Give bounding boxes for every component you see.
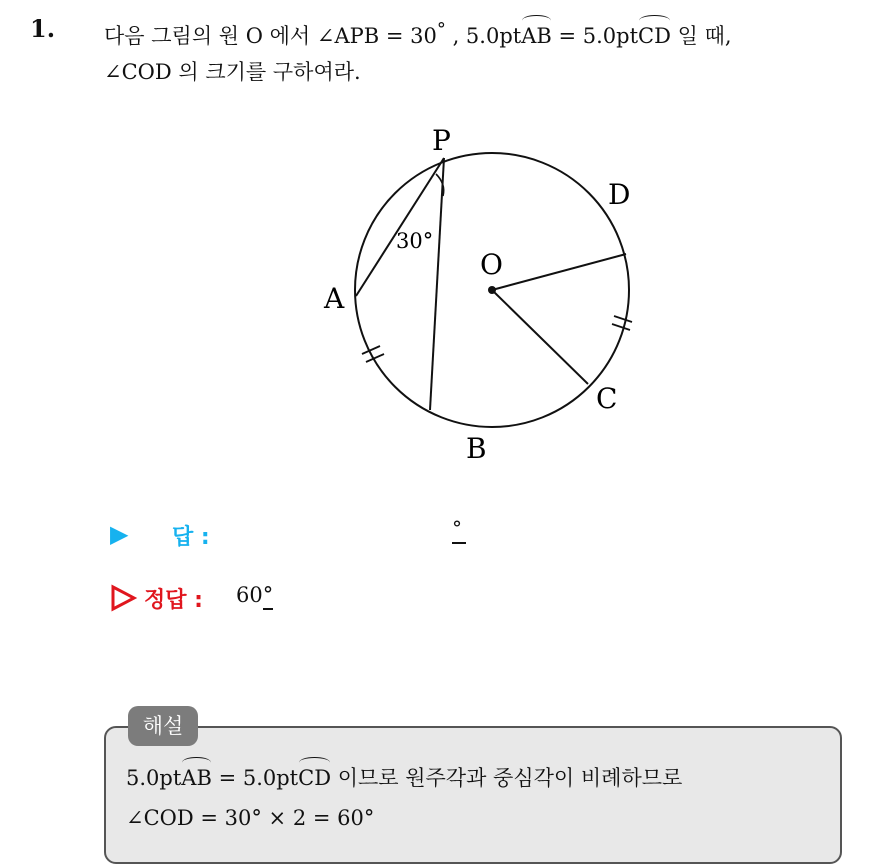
- radius-oc: [492, 290, 588, 384]
- solution-box: [104, 726, 842, 864]
- solution-text-part: 이므로 원주각과 중심각이 비례하므로: [331, 766, 683, 790]
- arc-cd: CD: [638, 24, 671, 48]
- question-text-part: 다음 그림의 원 O 에서: [104, 24, 317, 48]
- correct-answer-value: [236, 583, 273, 607]
- tick-mark-cd-1: [614, 316, 632, 322]
- chord-pb: [430, 158, 444, 410]
- correct-value-number: 60: [236, 583, 263, 607]
- question-text-part: 일 때,: [670, 24, 732, 48]
- solution-arc-ab: AB: [181, 766, 212, 790]
- chord-pa: [356, 158, 444, 296]
- solution-tag: 해설: [128, 706, 198, 746]
- arc-ab: AB: [521, 24, 552, 48]
- question-text-part: , 5.0pt: [445, 24, 522, 48]
- question-text-line-2: ∠COD 의 크기를 구하여라.: [104, 60, 361, 84]
- angle-apb: ∠APB = 30: [316, 24, 437, 48]
- correct-play-outline-icon: [110, 584, 138, 612]
- label-o: O: [480, 248, 503, 281]
- answer-play-icon: ▶: [110, 520, 129, 548]
- label-angle-30: 30°: [396, 229, 434, 253]
- answer-unit: °: [452, 516, 462, 540]
- label-p: P: [432, 124, 451, 157]
- label-b: B: [466, 432, 487, 465]
- question-number: 1.: [30, 14, 56, 43]
- tick-mark-cd-2: [612, 324, 630, 330]
- solution-line-2: ∠COD = 30° × 2 = 60°: [126, 806, 375, 830]
- label-d: D: [608, 178, 631, 211]
- center-point-o: [488, 286, 496, 294]
- label-a: A: [324, 282, 345, 315]
- solution-line-1: [126, 764, 682, 792]
- solution-arc-cd: CD: [298, 766, 332, 790]
- solution-text-part: = 5.0pt: [211, 766, 299, 790]
- answer-label: 답 :: [172, 525, 210, 550]
- label-c: C: [596, 382, 618, 415]
- radius-od: [492, 254, 626, 290]
- correct-value-unit: °: [262, 583, 274, 607]
- solution-text-part: 5.0pt: [126, 766, 182, 790]
- answer-input-blank[interactable]: [452, 516, 462, 540]
- degree-symbol: °: [436, 19, 446, 40]
- correct-answer-label: 정답 :: [144, 588, 203, 613]
- question-text-part: = 5.0pt: [551, 24, 639, 48]
